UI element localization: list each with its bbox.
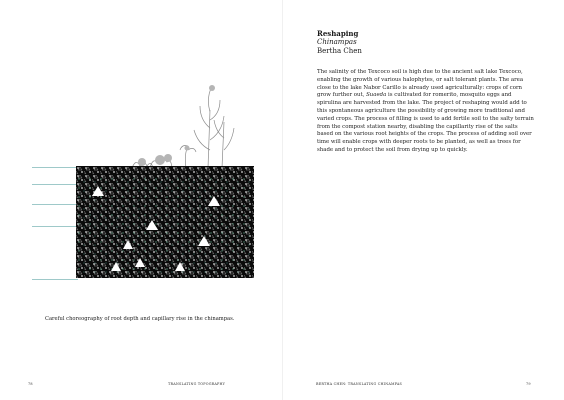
chinampa-section-figure	[32, 80, 252, 280]
guide-line	[32, 204, 78, 205]
article-author: Bertha Chen	[317, 46, 362, 55]
page-gutter	[282, 0, 283, 400]
crop-plants-illustration	[130, 80, 240, 170]
body-italic-term: Suaeda	[366, 92, 387, 99]
guide-line	[32, 184, 78, 185]
guide-line	[32, 167, 78, 168]
left-page-number: 78	[28, 382, 33, 386]
article-title: Reshaping	[317, 29, 359, 38]
right-page-number: 79	[526, 382, 531, 386]
article-subtitle: Chinampas	[317, 38, 357, 47]
right-running-head: BERTHA CHEN: TRANSLATING CHINAMPAS	[316, 382, 403, 386]
figure-caption: Careful choreography of root depth and capillary rise in the chinampas.	[45, 316, 235, 322]
article-header	[317, 30, 527, 55]
guide-line	[32, 279, 78, 280]
body-text-part: The salinity of the Texcoco soil is high due to the ancient salt lake Texcoco, enabling the growth of various halophytes, or salt tolerant plants. The area close to the lake Nabor Carillo is already used agriculturally: crops of corn grow further out,	[317, 69, 524, 99]
article-body	[317, 69, 535, 155]
body-text-part: is cultivated for romerito, mosquito eggs and spirulina are harvested from the lake. The project of reshaping would add to this spontaneous agriculture the possibility of growing more traditional and varied crops. The process of filling is used to add fertile soil to the salty terrain from the compost station nearby, disabling the capillarity rise of the salts based on the various root heights of the crops. The process of adding soil over time will enable crops with deeper roots to be planted, as well as trees for shade and to protect the soil from drying up to quickly.	[317, 92, 534, 153]
soil-pattern	[76, 166, 254, 278]
soil-section	[76, 166, 254, 278]
guide-line	[32, 226, 78, 227]
left-running-head: TRANSLATING TOPOGRAPHY	[168, 382, 226, 386]
